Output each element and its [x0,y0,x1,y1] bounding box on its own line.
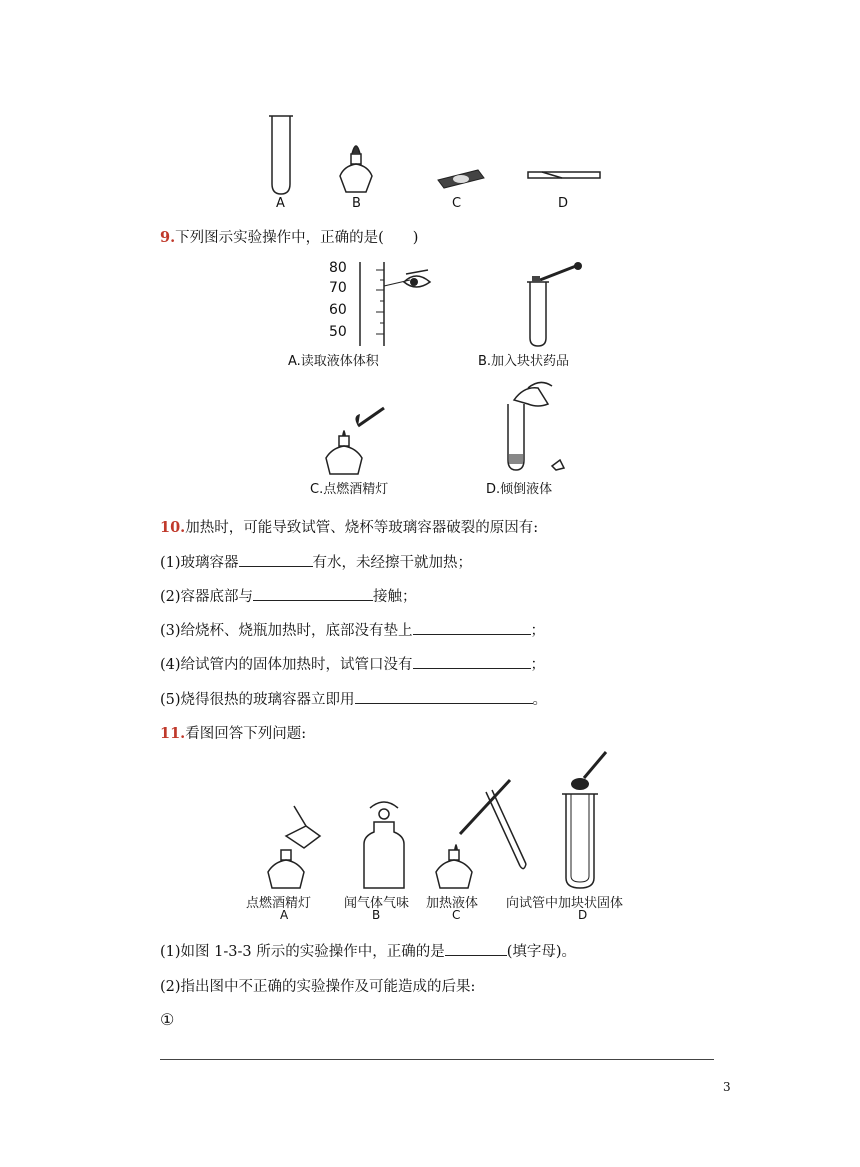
q10-item-3-pre: (3)给烧杯、烧瓶加热时，底部没有垫上 [160,623,413,639]
top-figure-label-d: D [558,196,569,211]
top-figure-drawing [262,108,608,214]
test-tube-spoon-icon [518,258,598,348]
q10-number: 10. [160,519,186,536]
q11-number: 11. [160,725,186,742]
q11-stem [160,724,306,744]
q10-blank-1[interactable] [239,552,313,567]
q11-heating-liquid-icon [426,772,536,892]
q11-lamp-lighting-icon [264,792,334,892]
q11-letter-c: C [452,908,461,922]
q9-stem [160,228,418,248]
q10-blank-3[interactable] [413,620,531,635]
q11-blank-1[interactable] [445,941,507,956]
q11-sub2: (2)指出图中不正确的实验操作及可能造成的后果: [160,979,476,995]
cylinder-tick-60: 60 [329,302,347,318]
page-number: 3 [723,1080,731,1094]
q9-option-c: C.点燃酒精灯 [310,482,389,497]
q10-item-4 [160,654,545,675]
q10-blank-4[interactable] [413,654,531,669]
q10-item-5 [160,689,547,710]
q11-letter-b: B [372,908,381,922]
cylinder-tick-50: 50 [329,324,347,340]
q11-figure [240,748,636,922]
q9-figure [282,256,594,498]
q11-caption-b: 闻气体气味 [344,896,410,911]
q9-option-a: A.读取液体体积 [288,354,379,369]
q10-item-5-pre: (5)烧得很热的玻璃容器立即用 [160,692,355,708]
top-figure-label-c: C [452,196,462,211]
q10-item-1 [160,552,472,573]
q10-item-5-post: 。 [532,692,548,708]
test-tube-holder-icon [528,172,600,178]
q10-stem [160,518,538,538]
q10-item-3-post: ； [530,623,546,639]
q11-letter-d: D [578,908,588,922]
q9-option-b: B.加入块状药品 [478,354,570,369]
q11-caption-d: 向试管中加块状固体 [506,896,624,911]
q10-blank-5[interactable] [355,689,533,704]
q10-item-1-pre: (1)玻璃容器 [160,555,239,571]
top-figure-label-b: B [352,196,361,211]
q11-caption-c: 加热液体 [426,896,479,911]
q11-sub1-pre: (1)如图 1-3-3 所示的实验操作中，正确的是 [160,944,445,960]
cylinder-tick-70: 70 [329,280,347,296]
pouring-liquid-icon [494,374,574,474]
q11-solid-test-tube-icon [558,748,638,898]
q11-answer-line[interactable] [160,1059,714,1060]
q11-circle-1: ① [160,1010,175,1029]
q11-text: 看图回答下列问题: [185,726,307,742]
test-tube-icon [269,116,293,194]
lighting-alcohol-lamp-icon [322,386,402,476]
q9-text: 下列图示实验操作中，正确的是( ) [175,230,419,246]
q10-item-2-post: 接触； [373,589,417,605]
q11-letter-a: A [280,908,289,922]
q11-caption-a: 点燃酒精灯 [246,896,312,911]
q9-option-d: D.倾倒液体 [486,482,553,497]
q11-gas-bottle-icon [354,792,414,892]
q10-item-2-pre: (2)容器底部与 [160,589,254,605]
top-figure-label-a: A [276,196,285,211]
q10-item-4-post: ； [530,657,546,673]
q11-sub1-post: (填字母)。 [506,944,577,960]
q11-sub1 [160,941,576,962]
q10-text: 加热时，可能导致试管、烧杯等玻璃容器破裂的原因有: [185,520,539,536]
top-figure [262,108,608,214]
q10-blank-2[interactable] [253,586,373,601]
wire-gauze-icon [438,170,484,188]
q10-item-3 [160,620,545,641]
q10-item-2 [160,586,417,607]
q10-item-1-post: 有水，未经擦干就加热； [312,555,473,571]
q9-number: 9. [160,229,176,246]
eye-icon [404,270,430,287]
cylinder-tick-80: 80 [329,260,347,276]
alcohol-lamp-icon [340,146,372,192]
q10-item-4-pre: (4)给试管内的固体加热时，试管口没有 [160,657,413,673]
